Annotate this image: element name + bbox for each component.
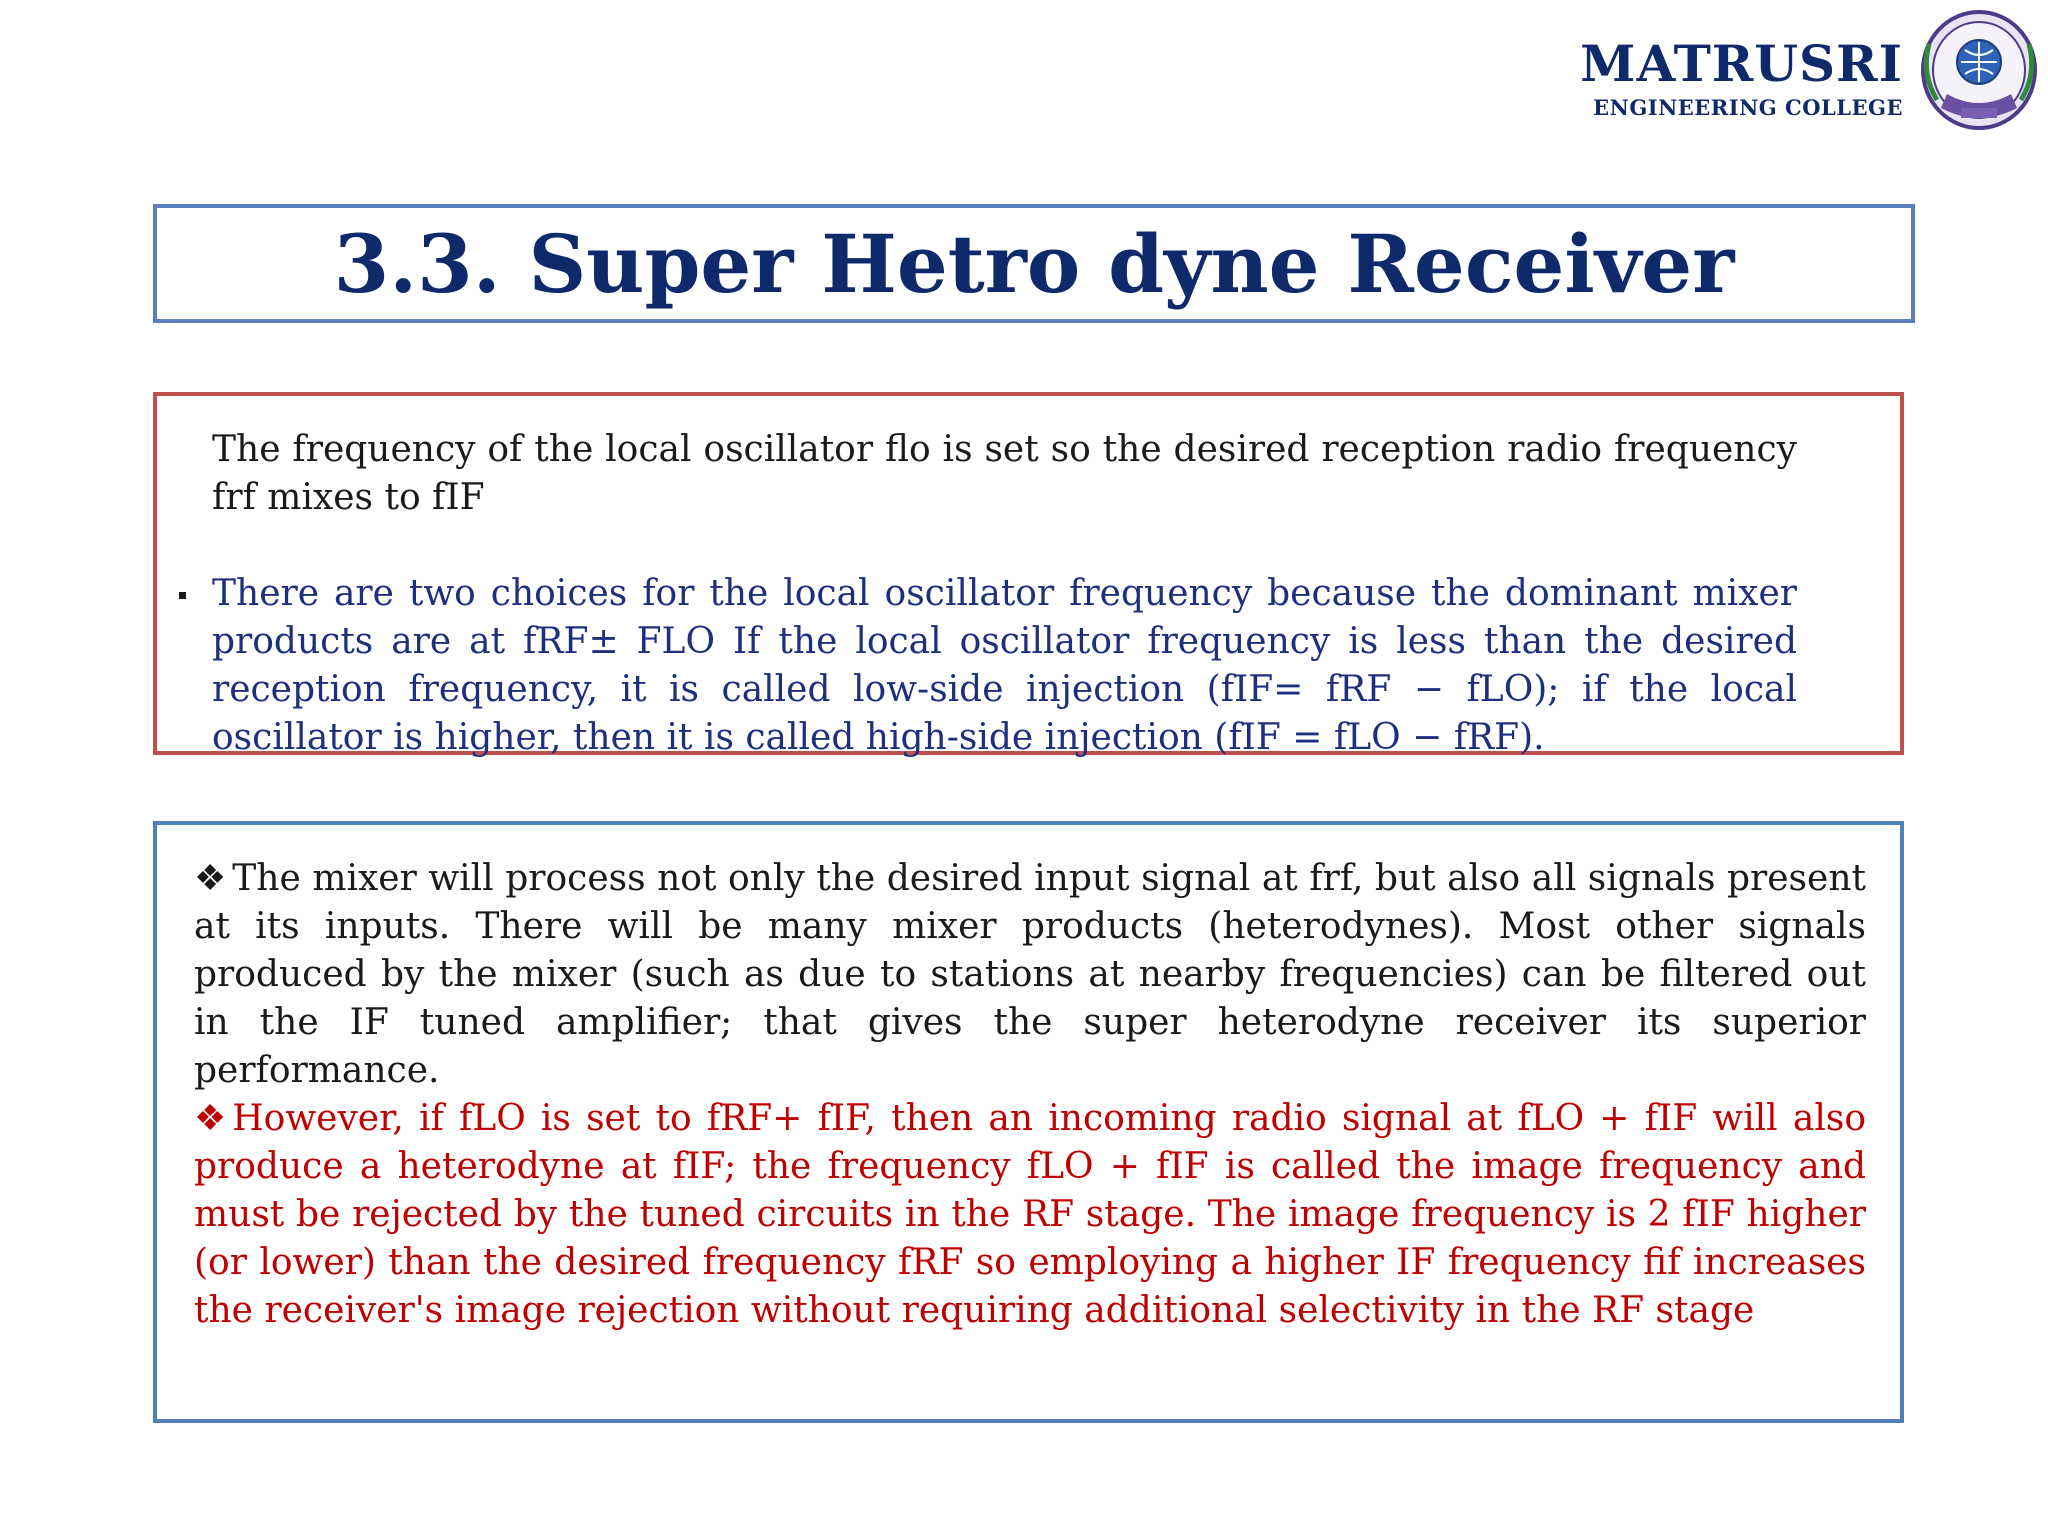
logo-name: MATRUSRI <box>1580 34 1903 93</box>
oscillator-paragraph: The frequency of the local oscillator flo is set so the desired reception radio frequency frf mixes to fIF <box>212 429 1797 518</box>
mixer-paragraph-text: The mixer will process not only the desired input signal at frf, but also all signals present at its inputs. There will be many mixer products (heterodynes). Most other signals produced by the mixer (such as due to stations at nearby frequencies) can be filtered out in the IF tuned amplifier; that gives the super heterodyne receiver its superior performance. <box>194 858 1866 1091</box>
mixer-paragraph <box>194 855 1866 1095</box>
diamond-bullet-icon: ❖ <box>194 858 227 899</box>
injection-paragraph: There are two choices for the local oscillator frequency because the dominant mixer products are at fRF± FLO If the local oscillator frequency is less than the desired reception frequency, it is called low-side injection (fIF= fRF − fLO); if the local oscillator is higher, then it is called high-side injection (fIF = fLO − fRF). <box>212 573 1797 758</box>
image-frequency-paragraph-text: However, if fLO is set to fRF+ fIF, then an incoming radio signal at fLO + fIF will also produce a heterodyne at fIF; the frequency fLO + fIF is called the image frequency and must be rejected by the tuned circuits in the RF stage. The image frequency is 2 fIF higher (or lower) than the desired frequency fRF so employing a higher IF frequency fif increases the receiver's image rejection without requiring additional selectivity in the RF stage <box>194 1098 1866 1331</box>
title-box <box>153 204 1915 323</box>
logo-subtitle: ENGINEERING COLLEGE <box>1593 95 1903 120</box>
image-frequency-paragraph <box>194 1095 1866 1335</box>
slide-title: 3.3. Super Hetro dyne Receiver <box>333 216 1735 311</box>
oscillator-frequency-box <box>153 392 1904 758</box>
mixer-image-box <box>153 821 1904 1423</box>
college-seal-icon <box>1909 4 2044 144</box>
square-bullet-icon <box>179 592 186 599</box>
college-logo <box>1580 0 2048 150</box>
diamond-bullet-icon: ❖ <box>194 1098 227 1139</box>
